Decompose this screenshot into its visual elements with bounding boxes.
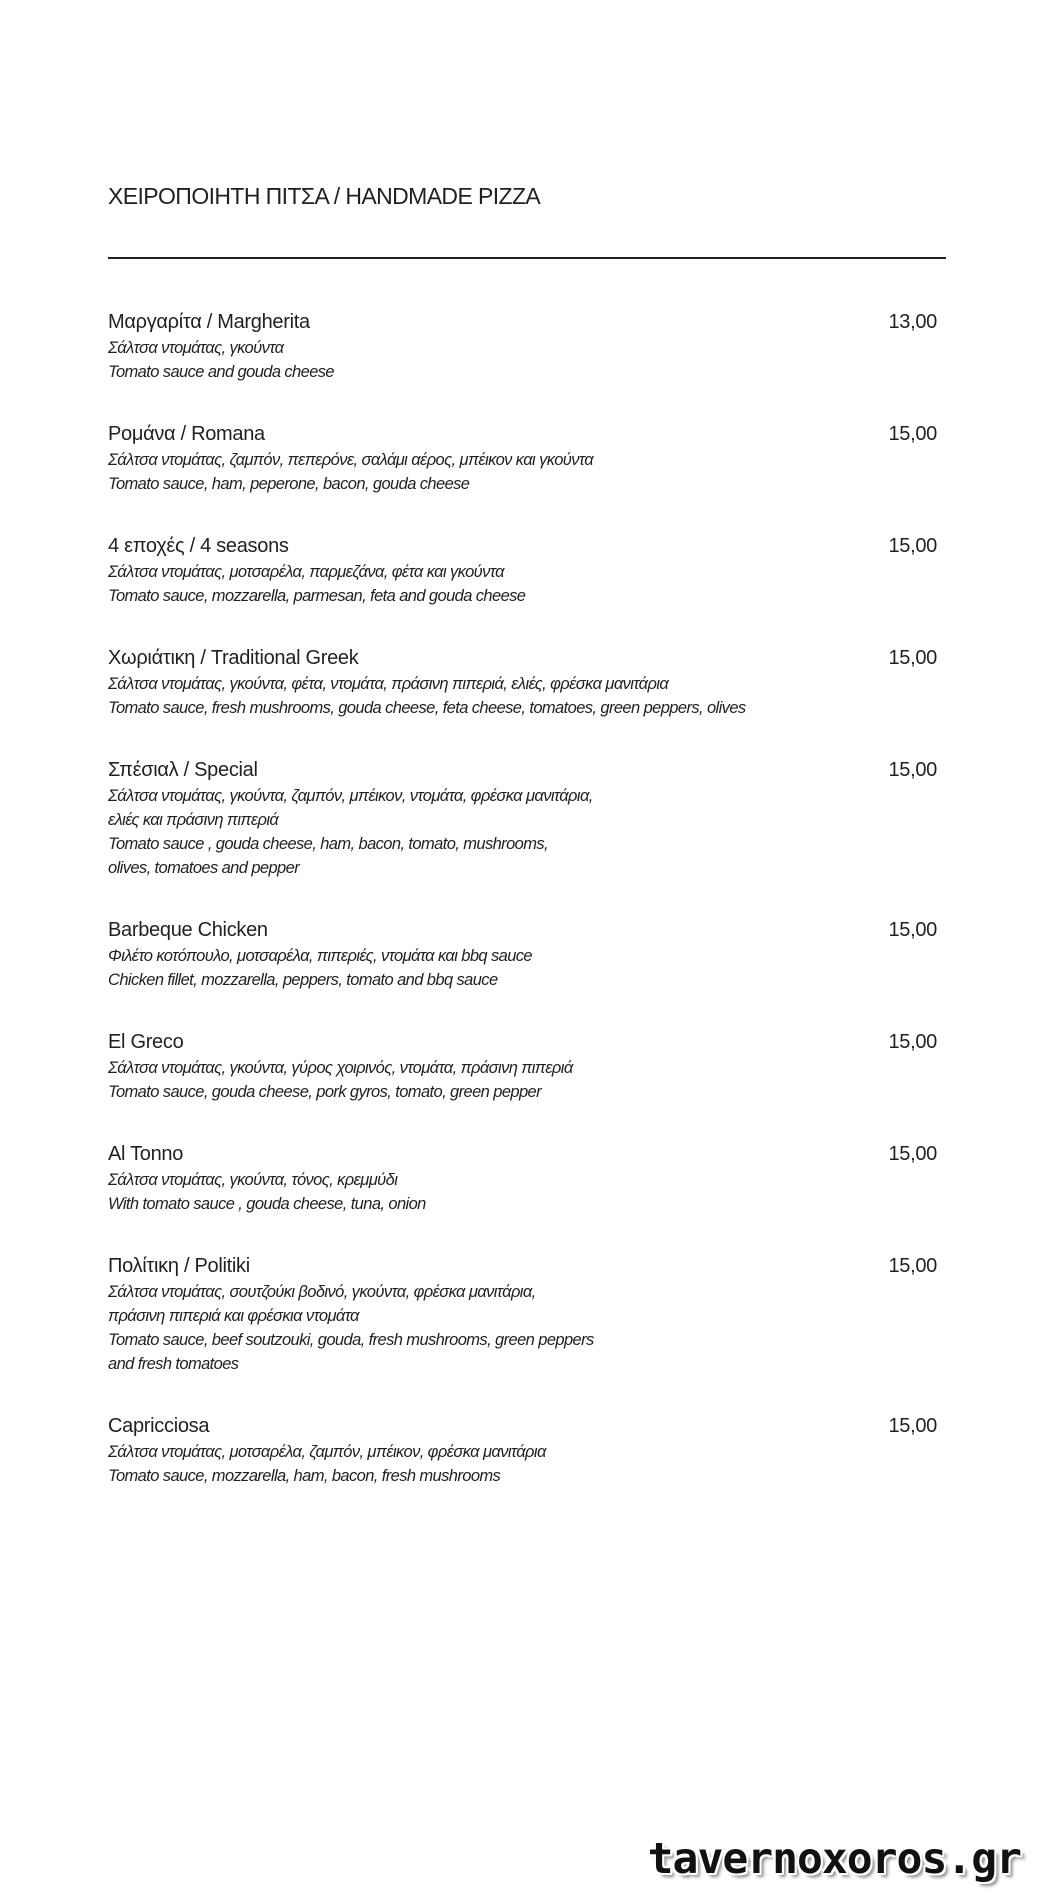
menu-item-el-greco [108,1028,946,1104]
item-desc-english: Tomato sauce, ham, peperone, bacon, gouda cheese [108,475,470,493]
menu-item-politiki [108,1252,946,1376]
item-price: 15,00 [888,423,937,445]
site-watermark: tavernoxoros.gr [647,1834,1021,1884]
item-desc-greek-cont: ελιές και πράσινη πιπεριά [108,811,279,829]
item-desc-english: Tomato sauce, fresh mushrooms, gouda cheese, feta cheese, tomatoes, green peppers, olives [108,699,746,717]
menu-item-capricciosa [108,1412,946,1488]
title-divider [108,257,946,259]
item-name: Al Tonno [108,1143,184,1165]
item-price: 15,00 [888,759,937,781]
item-name: Barbeque Chicken [108,919,268,941]
item-name: Ρομάνα / Romana [108,423,265,445]
menu-item-4-seasons [108,532,946,608]
item-desc-greek: Σάλτσα ντομάτας, γκούντα, γύρος χοιρινός, ντομάτα, πράσινη πιπεριά [108,1059,573,1077]
menu-item-al-tonno [108,1140,946,1216]
item-desc-greek: Φιλέτο κοτόπουλο, μοτσαρέλα, πιπεριές, ντομάτα και bbq sauce [108,947,533,965]
item-name: El Greco [108,1031,184,1053]
item-desc-english: Tomato sauce, mozzarella, parmesan, feta and gouda cheese [108,587,526,605]
item-desc-english: Tomato sauce , gouda cheese, ham, bacon, tomato, mushrooms, [108,835,549,853]
menu-item-special [108,756,946,880]
menu-item-traditional-greek [108,644,946,720]
item-desc-greek: Σάλτσα ντομάτας, μοτσαρέλα, παρμεζάνα, φέτα και γκούντα [108,563,504,581]
menu-items-list [108,308,946,1524]
item-desc-greek: Σάλτσα ντομάτας, ζαμπόν, πεπερόνε, σαλάμι αέρος, μπέικον και γκούντα [108,451,594,469]
item-desc-english-cont: olives, tomatoes and pepper [108,859,300,877]
item-desc-greek: Σάλτσα ντομάτας, μοτσαρέλα, ζαμπόν, μπέικον, φρέσκα μανιτάρια [108,1443,546,1461]
item-desc-greek: Σάλτσα ντομάτας, σουτζούκι βοδινό, γκούντα, φρέσκα μανιτάρια, [108,1283,536,1301]
item-desc-english: Chicken fillet, mozzarella, peppers, tomato and bbq sauce [108,971,498,989]
item-desc-greek: Σάλτσα ντομάτας, γκούντα, φέτα, ντομάτα, πράσινη πιπεριά, ελιές, φρέσκα μανιτάρια [108,675,669,693]
menu-item-romana [108,420,946,496]
item-price: 15,00 [888,535,937,557]
item-desc-english: Tomato sauce, mozzarella, ham, bacon, fresh mushrooms [108,1467,501,1485]
item-price: 15,00 [888,647,937,669]
item-desc-english-cont: and fresh tomatoes [108,1355,239,1373]
item-desc-english: Tomato sauce and gouda cheese [108,363,335,381]
item-desc-greek: Σάλτσα ντομάτας, γκούντα [108,339,284,357]
item-price: 15,00 [888,1031,937,1053]
item-desc-english: With tomato sauce , gouda cheese, tuna, onion [108,1195,426,1213]
item-name: Capricciosa [108,1415,210,1437]
item-name: Σπέσιαλ / Special [108,759,258,781]
item-price: 13,00 [888,311,937,333]
menu-item-margherita [108,308,946,384]
item-name: Μαργαρίτα / Margherita [108,311,310,333]
item-desc-english: Tomato sauce, beef soutzouki, gouda, fresh mushrooms, green peppers [108,1331,594,1349]
item-price: 15,00 [888,1415,937,1437]
menu-title: ΧΕΙΡΟΠΟΙΗΤΗ ΠΙΤΣΑ / HANDMADE PIZZA [108,183,541,209]
item-price: 15,00 [888,919,937,941]
item-desc-greek: Σάλτσα ντομάτας, γκούντα, ζαμπόν, μπέικον, ντομάτα, φρέσκα μανιτάρια, [108,787,593,805]
item-name: Πολίτικη / Politiki [108,1255,250,1277]
menu-item-barbeque-chicken [108,916,946,992]
item-name: 4 εποχές / 4 seasons [108,535,289,557]
item-price: 15,00 [888,1143,937,1165]
item-name: Χωριάτικη / Traditional Greek [108,647,359,669]
item-price: 15,00 [888,1255,937,1277]
item-desc-greek-cont: πράσινη πιπεριά και φρέσκια ντομάτα [108,1307,359,1325]
item-desc-greek: Σάλτσα ντομάτας, γκούντα, τόνος, κρεμμύδι [108,1171,398,1189]
item-desc-english: Tomato sauce, gouda cheese, pork gyros, tomato, green pepper [108,1083,542,1101]
